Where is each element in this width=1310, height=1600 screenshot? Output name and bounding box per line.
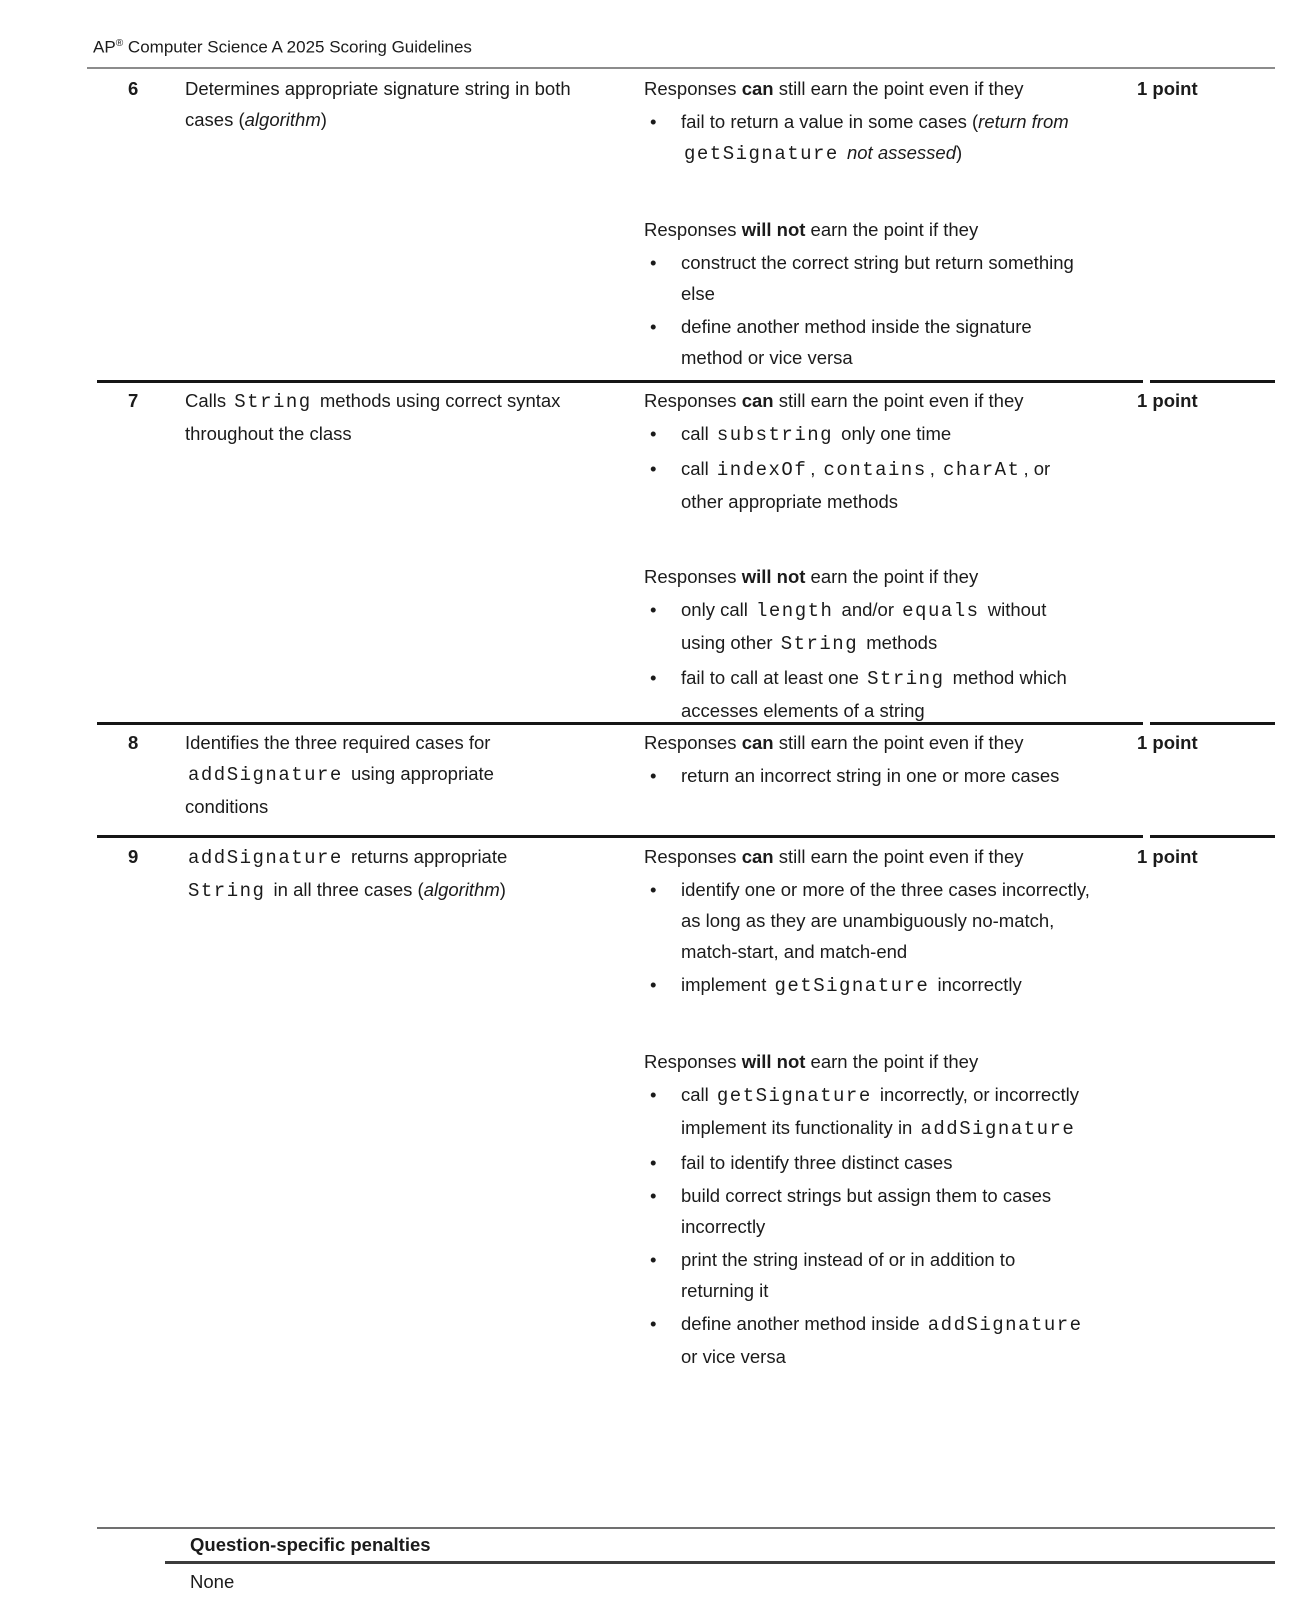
row-number: 7 (128, 390, 139, 411)
row-divider (97, 835, 1143, 838)
text-segment: only one time (836, 423, 952, 444)
header-rule (87, 67, 1275, 69)
text-segment: Computer Science A 2025 Scoring Guidelines (123, 37, 472, 57)
bullet-text (681, 667, 1067, 721)
text-segment: fail to return a value in some cases ( (681, 111, 979, 132)
text-segment: return an incorrect string in one or more cases (681, 765, 1060, 786)
text-segment: still earn the point even if they (773, 390, 1024, 411)
bullet-icon: • (650, 252, 657, 273)
text-segment: earn the point if they (805, 1051, 979, 1072)
bullet-text (681, 765, 1059, 786)
bullet-text (681, 974, 1022, 995)
bullet-text (681, 1084, 1079, 1138)
text-segment: getSignature (716, 1085, 872, 1107)
bullet-text (681, 252, 1074, 304)
row-description (185, 385, 580, 449)
text-segment: still earn the point even if they (773, 78, 1024, 99)
bullet-icon: • (650, 1152, 657, 1173)
text-segment: AP (93, 37, 116, 57)
text-segment: only call (681, 599, 753, 620)
bullet-icon: • (650, 1084, 657, 1105)
text-segment: Responses (644, 846, 742, 867)
criteria-bullet (644, 106, 1090, 170)
bullet-text (681, 111, 1069, 163)
text-segment: , (929, 458, 941, 479)
text-segment: build correct strings but assign them to cases incorrectly (681, 1185, 1052, 1237)
text-segment: algorithm (244, 109, 321, 130)
text-segment: getSignature (774, 975, 930, 997)
text-segment: can (741, 390, 774, 411)
criteria-intro (644, 214, 1090, 245)
text-segment: still earn the point even if they (773, 846, 1024, 867)
text-segment: define another method inside the signature method or vice versa (681, 316, 1032, 368)
text-segment: or vice versa (681, 1346, 786, 1367)
text-segment: length (755, 600, 834, 622)
text-segment: equals (902, 600, 980, 622)
bullet-text (681, 1249, 1015, 1301)
text-segment: earn the point if they (805, 566, 979, 587)
text-segment: ® (115, 38, 124, 49)
bullet-icon: • (650, 423, 657, 444)
criteria-bullet (644, 969, 1090, 1002)
row-points: 1 point (1137, 78, 1198, 99)
text-segment: Identifies the three required cases for (185, 732, 491, 753)
text-segment: and/or (836, 599, 900, 620)
text-segment: Responses (644, 390, 742, 411)
criteria-bullet (644, 662, 1090, 726)
text-segment: indexOf (716, 459, 808, 481)
criteria-bullet (644, 453, 1090, 517)
row-criteria (644, 727, 1090, 791)
row-number: 9 (128, 846, 139, 867)
text-segment: still earn the point even if they (773, 732, 1024, 753)
text-segment: algorithm (423, 879, 500, 900)
page-title (93, 33, 472, 59)
row-divider (1150, 722, 1275, 725)
text-segment: String (867, 668, 945, 690)
bullet-icon: • (650, 111, 657, 132)
text-segment: print the string instead of or in addition to returning it (681, 1249, 1016, 1301)
penalties-mid-rule (165, 1561, 1275, 1564)
bullet-icon: • (650, 458, 657, 479)
criteria-intro (644, 841, 1090, 872)
row-description (185, 841, 580, 907)
bullet-text (681, 879, 1090, 962)
criteria-bullet (644, 1244, 1090, 1306)
criteria-bullet (644, 247, 1090, 309)
text-segment: in all three cases ( (268, 879, 424, 900)
row-divider (1150, 380, 1275, 383)
text-segment: Calls (185, 390, 232, 411)
bullet-text (681, 1313, 1086, 1367)
bullet-text (681, 423, 951, 444)
row-points: 1 point (1137, 846, 1198, 867)
row-number: 6 (128, 78, 139, 99)
bullet-icon: • (650, 1249, 657, 1270)
text-segment: incorrectly, or incorrectly implement its functionality in (681, 1084, 1079, 1138)
text-segment: Responses (644, 219, 742, 240)
row-criteria (644, 73, 1090, 373)
bullet-text (681, 1185, 1051, 1237)
criteria-bullet (644, 418, 1090, 451)
row-criteria (644, 385, 1090, 726)
penalties-value: None (190, 1571, 235, 1592)
paragraph-spacer (644, 170, 1090, 214)
text-segment: using appropriate conditions (185, 763, 494, 817)
bullet-text (681, 316, 1032, 368)
bullet-icon: • (650, 667, 657, 688)
text-segment: addSignature (188, 847, 343, 869)
bullet-text (681, 458, 1050, 512)
criteria-intro (644, 73, 1090, 104)
penalties-title: Question-specific penalties (190, 1534, 431, 1555)
text-segment: method which accesses elements of a string (681, 667, 1067, 721)
criteria-bullet (644, 594, 1090, 660)
text-segment: call (681, 458, 714, 479)
row-number: 8 (128, 732, 139, 753)
row-divider (97, 380, 1143, 383)
text-segment: can (741, 78, 774, 99)
text-segment: Responses (644, 732, 742, 753)
criteria-intro (644, 727, 1090, 758)
text-segment: Responses (644, 1051, 742, 1072)
criteria-intro (644, 561, 1090, 592)
text-segment: earn the point if they (805, 219, 979, 240)
row-divider (97, 722, 1143, 725)
penalties-top-rule (97, 1527, 1275, 1529)
text-segment: fail to call at least one (681, 667, 865, 688)
text-segment: fail to identify three distinct cases (681, 1152, 953, 1173)
paragraph-spacer (644, 1002, 1090, 1046)
text-segment: not assessed (846, 142, 956, 163)
text-segment: define another method inside (681, 1313, 925, 1334)
text-segment: identify one or more of the three cases incorrectly, as long as they are unambiguously no-match, match-start, and match-end (681, 879, 1090, 962)
text-segment: call (681, 423, 714, 444)
criteria-bullet (644, 760, 1090, 791)
bullet-text (681, 599, 1046, 653)
text-segment: can (741, 732, 774, 753)
text-segment: ) (499, 879, 506, 900)
text-segment: contains (823, 459, 927, 481)
criteria-bullet (644, 1308, 1090, 1372)
criteria-bullet (644, 311, 1090, 373)
bullet-icon: • (650, 1185, 657, 1206)
paragraph-spacer (644, 517, 1090, 561)
row-points: 1 point (1137, 732, 1198, 753)
bullet-icon: • (650, 599, 657, 620)
criteria-bullet (644, 1147, 1090, 1178)
text-segment: , (810, 458, 821, 479)
text-segment: getSignature (684, 143, 839, 165)
text-segment: String (780, 633, 859, 655)
text-segment: , or other appropriate methods (681, 458, 1051, 512)
text-segment: implement (681, 974, 772, 995)
bullet-icon: • (650, 765, 657, 786)
bullet-icon: • (650, 1313, 657, 1334)
text-segment: without using other (681, 599, 1047, 653)
text-segment: will not (741, 566, 806, 587)
text-segment: Responses (644, 78, 742, 99)
text-segment: String (188, 880, 266, 902)
row-description (185, 73, 580, 135)
text-segment: addSignature (920, 1118, 1076, 1140)
row-points: 1 point (1137, 390, 1198, 411)
bullet-text (681, 1152, 952, 1173)
criteria-bullet (644, 1079, 1090, 1145)
text-segment: methods using correct syntax throughout the class (185, 390, 561, 444)
row-description (185, 727, 580, 822)
text-segment: will not (741, 1051, 806, 1072)
text-segment: incorrectly (932, 974, 1022, 995)
text-segment: ) (955, 142, 963, 163)
criteria-bullet (644, 874, 1090, 967)
text-segment: substring (716, 424, 834, 446)
text-segment: addSignature (927, 1314, 1083, 1336)
criteria-bullet (644, 1180, 1090, 1242)
text-segment: call (681, 1084, 714, 1105)
text-segment: will not (741, 219, 806, 240)
text-segment: ) (320, 109, 327, 130)
text-segment: return from (978, 111, 1069, 132)
bullet-icon: • (650, 974, 657, 995)
criteria-intro (644, 385, 1090, 416)
text-segment: String (234, 391, 312, 413)
text-segment: addSignature (188, 764, 343, 786)
text-segment: charAt (943, 459, 1021, 481)
text-segment: returns appropriate (345, 846, 508, 867)
row-criteria (644, 841, 1090, 1372)
bullet-icon: • (650, 879, 657, 900)
text-segment: methods (861, 632, 938, 653)
text-segment: construct the correct string but return something else (681, 252, 1074, 304)
text-segment: Responses (644, 566, 742, 587)
criteria-intro (644, 1046, 1090, 1077)
text-segment: Determines appropriate signature string in both cases ( (185, 78, 571, 130)
row-divider (1150, 835, 1275, 838)
text-segment: can (741, 846, 774, 867)
bullet-icon: • (650, 316, 657, 337)
